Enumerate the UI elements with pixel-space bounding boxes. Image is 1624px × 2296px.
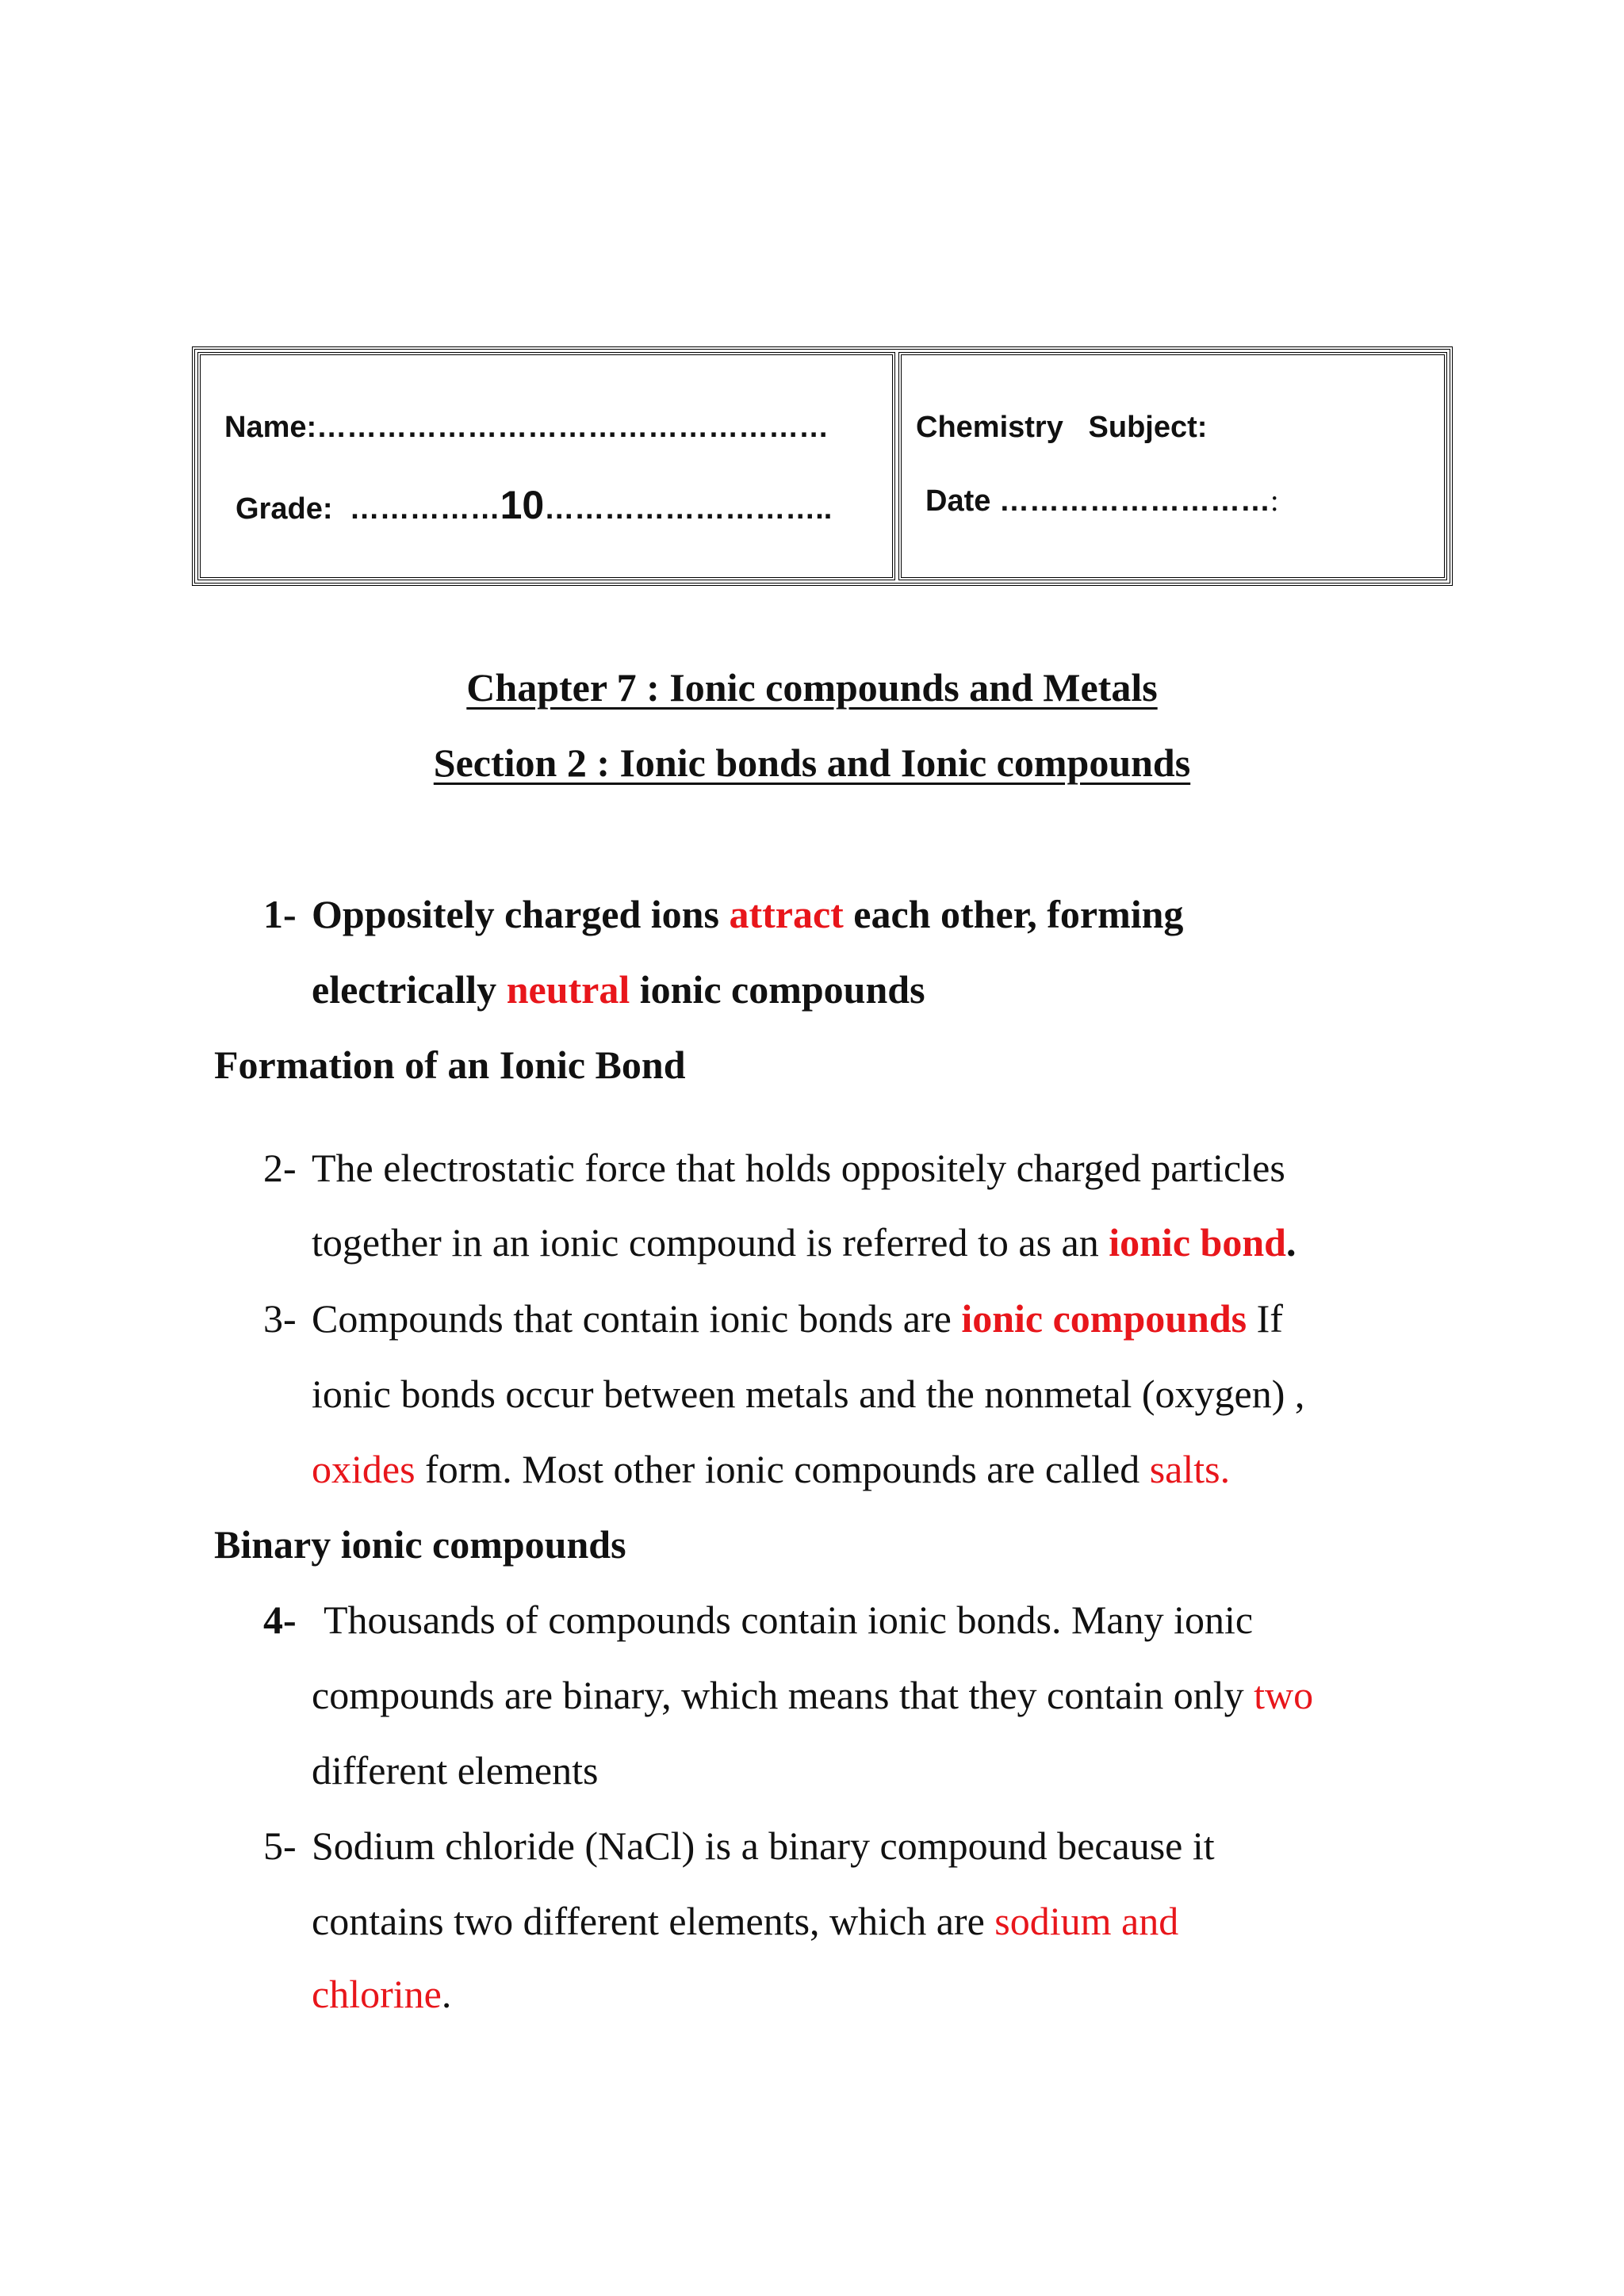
item-4-line-3: different elements xyxy=(312,1748,599,1793)
item-5-text: contains two different elements, which are xyxy=(312,1899,985,1943)
item-5-answer-chlorine: chlorine xyxy=(312,1972,442,2016)
heading-formation-of-ionic-bond: Formation of an Ionic Bond xyxy=(214,1043,686,1087)
heading-binary-ionic-compounds: Binary ionic compounds xyxy=(214,1522,626,1567)
date-label: Date xyxy=(925,484,991,518)
date-field[interactable] xyxy=(925,484,1279,519)
item-4-answer-two: two xyxy=(1254,1673,1314,1717)
item-2-line-1: The electrostatic force that holds oppositely charged particles xyxy=(312,1146,1285,1190)
grade-blank-before: …………… xyxy=(349,492,500,526)
item-3-answer-salts: salts. xyxy=(1149,1447,1231,1491)
student-info-right-cell xyxy=(898,352,1447,580)
item-1-text-a: Oppositely charged ions xyxy=(312,892,719,936)
name-blank: …………………………………………… xyxy=(316,411,829,444)
item-3-text-a: Compounds that contain ionic bonds are xyxy=(312,1296,952,1341)
item-3-answer-oxides: oxides xyxy=(312,1447,416,1491)
item-4-number: 4- xyxy=(263,1598,297,1642)
item-1-text-d: ionic compounds xyxy=(639,967,925,1012)
grade-value: 10 xyxy=(500,483,545,527)
item-3-number: 3- xyxy=(263,1296,297,1341)
item-3-text-b: If xyxy=(1256,1296,1283,1341)
item-1-answer-neutral: neutral xyxy=(506,967,630,1012)
item-3-line-2: ionic bonds occur between metals and the nonmetal (oxygen) , xyxy=(312,1372,1305,1416)
item-5-number: 5- xyxy=(263,1823,297,1868)
item-1-line-1 xyxy=(312,890,1183,938)
subject-label: Chemistry xyxy=(916,411,1063,444)
name-label: Name: xyxy=(224,411,317,444)
name-field[interactable] xyxy=(224,411,829,445)
item-5-line-1: Sodium chloride (NaCl) is a binary compound because it xyxy=(312,1823,1215,1868)
chapter-title: Chapter 7 : Ionic compounds and Metals xyxy=(466,665,1158,710)
item-5-line-3 xyxy=(312,1970,451,2018)
item-2-period: . xyxy=(1285,1220,1297,1265)
item-5-period: . xyxy=(441,1972,452,2016)
student-info-left-cell xyxy=(197,352,895,580)
item-2-number: 2- xyxy=(263,1146,297,1190)
item-1-text-c: electrically xyxy=(312,967,497,1012)
item-4-line-1: Thousands of compounds contain ionic bonds. Many ionic xyxy=(324,1598,1254,1642)
item-1-number: 1- xyxy=(263,892,297,936)
grade-field[interactable] xyxy=(236,482,832,528)
item-3-line-1 xyxy=(312,1295,1283,1342)
grade-blank-after: ……………………….. xyxy=(544,492,833,526)
item-4-line-2 xyxy=(312,1671,1313,1719)
item-4-text: compounds are binary, which means that they contain only xyxy=(312,1673,1244,1717)
grade-label: Grade: xyxy=(236,492,333,526)
date-blank: ……………………… xyxy=(998,484,1270,518)
item-3-answer-ionic-compounds: ionic compounds xyxy=(961,1296,1247,1341)
item-1-line-2 xyxy=(312,966,925,1013)
student-info-box xyxy=(192,346,1453,586)
item-3-line-3 xyxy=(312,1445,1230,1493)
section-title: Section 2 : Ionic bonds and Ionic compounds xyxy=(433,740,1191,785)
item-2-line-2 xyxy=(312,1219,1296,1266)
item-2-text: together in an ionic compound is referred to as an xyxy=(312,1220,1099,1265)
subject-field xyxy=(916,411,1207,445)
item-1-answer-attract: attract xyxy=(729,892,844,936)
item-3-text-c: form. Most other ionic compounds are called xyxy=(425,1447,1140,1491)
date-colon: : xyxy=(1270,484,1279,518)
subject-word: Subject: xyxy=(1088,411,1208,444)
item-5-line-2 xyxy=(312,1897,1178,1945)
item-5-answer-sodium-and: sodium and xyxy=(994,1899,1179,1943)
item-2-answer-ionic-bond: ionic bond xyxy=(1109,1220,1286,1265)
item-1-text-b: each other, forming xyxy=(853,892,1184,936)
